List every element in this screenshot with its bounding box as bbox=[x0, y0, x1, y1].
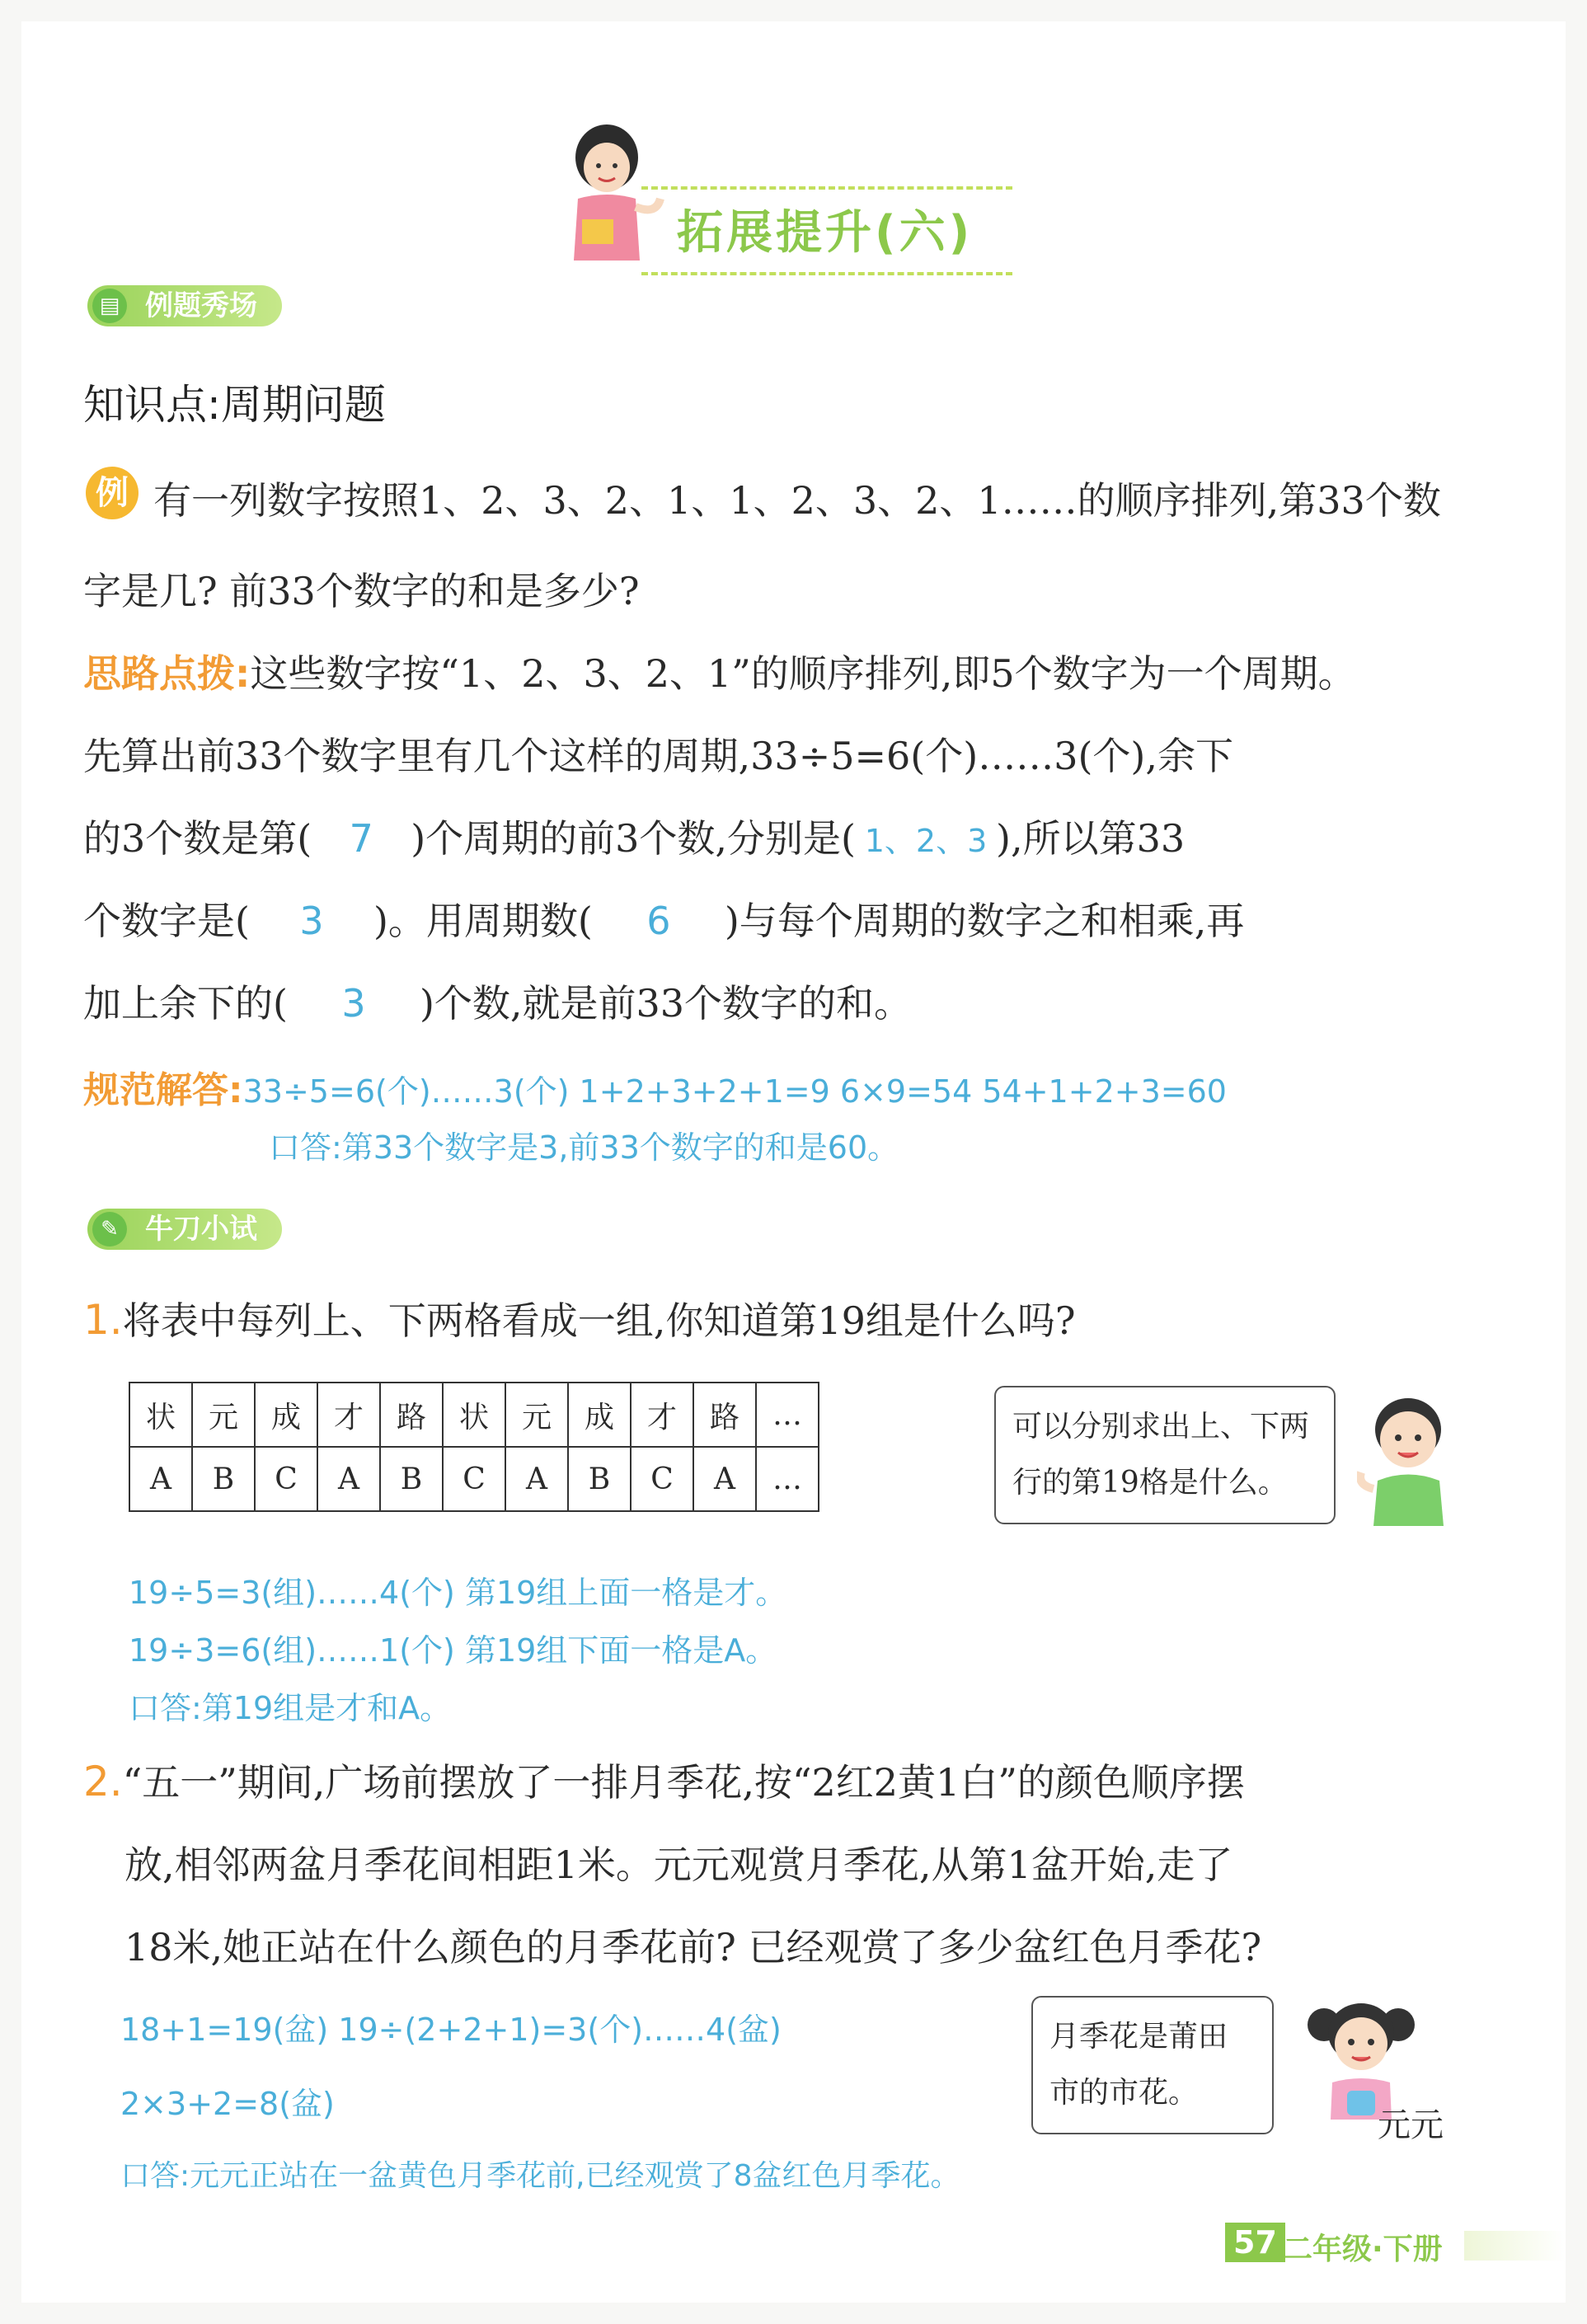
table-row-top bbox=[129, 1383, 819, 1447]
hint-line5-part-a: 加上余下的( bbox=[83, 981, 288, 1026]
table-cell: A bbox=[317, 1447, 380, 1511]
problem1-number: 1. bbox=[83, 1296, 123, 1344]
table-cell: … bbox=[756, 1447, 819, 1511]
hint-line5-part-b: )个数,就是前33个数字的和。 bbox=[419, 981, 913, 1026]
table-cell: A bbox=[693, 1447, 756, 1511]
table-cell: A bbox=[505, 1447, 568, 1511]
problem1-text: 将表中每列上、下两格看成一组,你知道第19组是什么吗? bbox=[122, 1298, 1076, 1343]
hint-line3-part-c: ),所以第33 bbox=[996, 816, 1186, 861]
problem1-answer-line2: 19÷3=6(组)……1(个) 第19组下面一格是A。 bbox=[129, 1632, 777, 1669]
problem1-answer-line3: 口答:第19组是才和A。 bbox=[129, 1690, 452, 1726]
table-cell: 路 bbox=[693, 1383, 756, 1447]
table-cell: B bbox=[380, 1447, 443, 1511]
table-cell: 才 bbox=[631, 1383, 693, 1447]
table-cell: C bbox=[631, 1447, 693, 1511]
hint-blank-cycle-count: 6 bbox=[646, 899, 671, 943]
page-number: 57 bbox=[1225, 2223, 1285, 2262]
hint-blank-remaining-numbers: 1、2、3 bbox=[864, 823, 988, 859]
page-title: 拓展提升(六) bbox=[677, 206, 974, 260]
knowledge-point: 知识点:周期问题 bbox=[83, 381, 386, 429]
table-cell: … bbox=[756, 1383, 819, 1447]
footer-bar bbox=[1464, 2231, 1566, 2261]
practice-badge-label: 牛刀小试 bbox=[145, 1213, 257, 1246]
solution-answer: 口答:第33个数字是3,前33个数字的和是60。 bbox=[269, 1129, 899, 1166]
hint-line4 bbox=[83, 891, 1244, 946]
hint-line4-part-a: 个数字是( bbox=[83, 899, 250, 943]
table-cell: C bbox=[255, 1447, 317, 1511]
hint-line4-part-c: )与每个周期的数字之和相乘,再 bbox=[724, 899, 1245, 943]
grade-label: 二年级·下册 bbox=[1283, 2232, 1443, 2266]
hint-blank-33rd-digit: 3 bbox=[299, 899, 324, 943]
table-cell: 成 bbox=[255, 1383, 317, 1447]
hint-line3-part-a: 的3个数是第( bbox=[83, 816, 312, 861]
book-icon: ▤ bbox=[92, 289, 127, 323]
hint-line2: 先算出前33个数字里有几个这样的周期,33÷5=6(个)……3(个),余下 bbox=[83, 734, 1233, 778]
pencil-icon: ✎ bbox=[92, 1212, 127, 1247]
table-cell: 路 bbox=[380, 1383, 443, 1447]
bubble2-line1: 月季花是莆田 bbox=[1049, 2020, 1228, 2054]
example-question-line1: 有一列数字按照1、2、3、2、1、1、2、3、2、1……的顺序排列,第33个数 bbox=[153, 478, 1441, 523]
table-row-bottom bbox=[129, 1447, 819, 1511]
page bbox=[21, 21, 1566, 2303]
table-cell: C bbox=[443, 1447, 505, 1511]
hint-line5 bbox=[83, 974, 912, 1028]
example-question-line2: 字是几? 前33个数字的和是多少? bbox=[83, 569, 640, 613]
table-cell: B bbox=[568, 1447, 631, 1511]
bubble-line1: 可以分别求出上、下两 bbox=[1012, 1410, 1310, 1444]
hint-line3 bbox=[83, 809, 1185, 863]
table-cell: 元 bbox=[192, 1383, 255, 1447]
hint-line4-part-b: )。用周期数( bbox=[373, 899, 593, 943]
example-badge-label: 例题秀场 bbox=[145, 289, 257, 322]
boy-illustration bbox=[1357, 1390, 1464, 1533]
problem2-speech-bubble bbox=[1031, 1996, 1274, 2134]
table-cell: 元 bbox=[505, 1383, 568, 1447]
bubble2-line2: 市的市花。 bbox=[1049, 2076, 1199, 2110]
problem1-answer-line1: 19÷5=3(组)……4(个) 第19组上面一格是才。 bbox=[129, 1575, 787, 1611]
hint-line1-text: 这些数字按“1、2、3、2、1”的顺序排列,即5个数字为一个周期。 bbox=[250, 651, 1356, 696]
solution-label: 规范解答: bbox=[83, 1069, 243, 1111]
hint-line3-part-b: )个周期的前3个数,分别是( bbox=[411, 816, 856, 861]
hint-line1 bbox=[83, 644, 1356, 698]
problem2-answer-line2: 2×3+2=8(盆) bbox=[120, 2086, 335, 2122]
solution-line1 bbox=[83, 1060, 1227, 1113]
example-icon: 例 bbox=[86, 467, 139, 519]
hint-blank-cycle-number: 7 bbox=[349, 816, 373, 861]
problem1-table bbox=[129, 1382, 819, 1512]
table-cell: 状 bbox=[129, 1383, 192, 1447]
table-cell: A bbox=[129, 1447, 192, 1511]
solution-calculation: 33÷5=6(个)……3(个) 1+2+3+2+1=9 6×9=54 54+1+2+3=60 bbox=[242, 1073, 1227, 1110]
table-cell: 状 bbox=[443, 1383, 505, 1447]
table-cell: 才 bbox=[317, 1383, 380, 1447]
character-name: 元元 bbox=[1378, 2106, 1444, 2144]
problem1-speech-bubble bbox=[994, 1386, 1336, 1524]
problem2-text-line1: “五一”期间,广场前摆放了一排月季花,按“2红2黄1白”的颜色顺序摆 bbox=[122, 1760, 1245, 1805]
table-cell: 成 bbox=[568, 1383, 631, 1447]
bubble-line2: 行的第19格是什么。 bbox=[1012, 1466, 1288, 1500]
problem2-question-line2: 放,相邻两盆月季花间相距1米。元元观赏月季花,从第1盆开始,走了 bbox=[124, 1843, 1233, 1887]
problem2-answer-line3: 口答:元元正站在一盆黄色月季花前,已经观赏了8盆红色月季花。 bbox=[120, 2159, 960, 2193]
problem2-number: 2. bbox=[83, 1758, 123, 1805]
problem2-answer-line1: 18+1=19(盆) 19÷(2+2+1)=3(个)……4(盆) bbox=[120, 2012, 782, 2048]
problem2-question-line1 bbox=[83, 1753, 1245, 1807]
hint-blank-leftover-count: 3 bbox=[341, 981, 366, 1026]
problem1-question bbox=[83, 1291, 1076, 1345]
practice-section-badge bbox=[87, 1209, 282, 1250]
example-section-badge bbox=[87, 285, 282, 326]
hint-label: 思路点拨: bbox=[83, 651, 251, 696]
table-cell: B bbox=[192, 1447, 255, 1511]
problem2-question-line3: 18米,她正站在什么颜色的月季花前? 已经观赏了多少盆红色月季花? bbox=[124, 1925, 1262, 1970]
